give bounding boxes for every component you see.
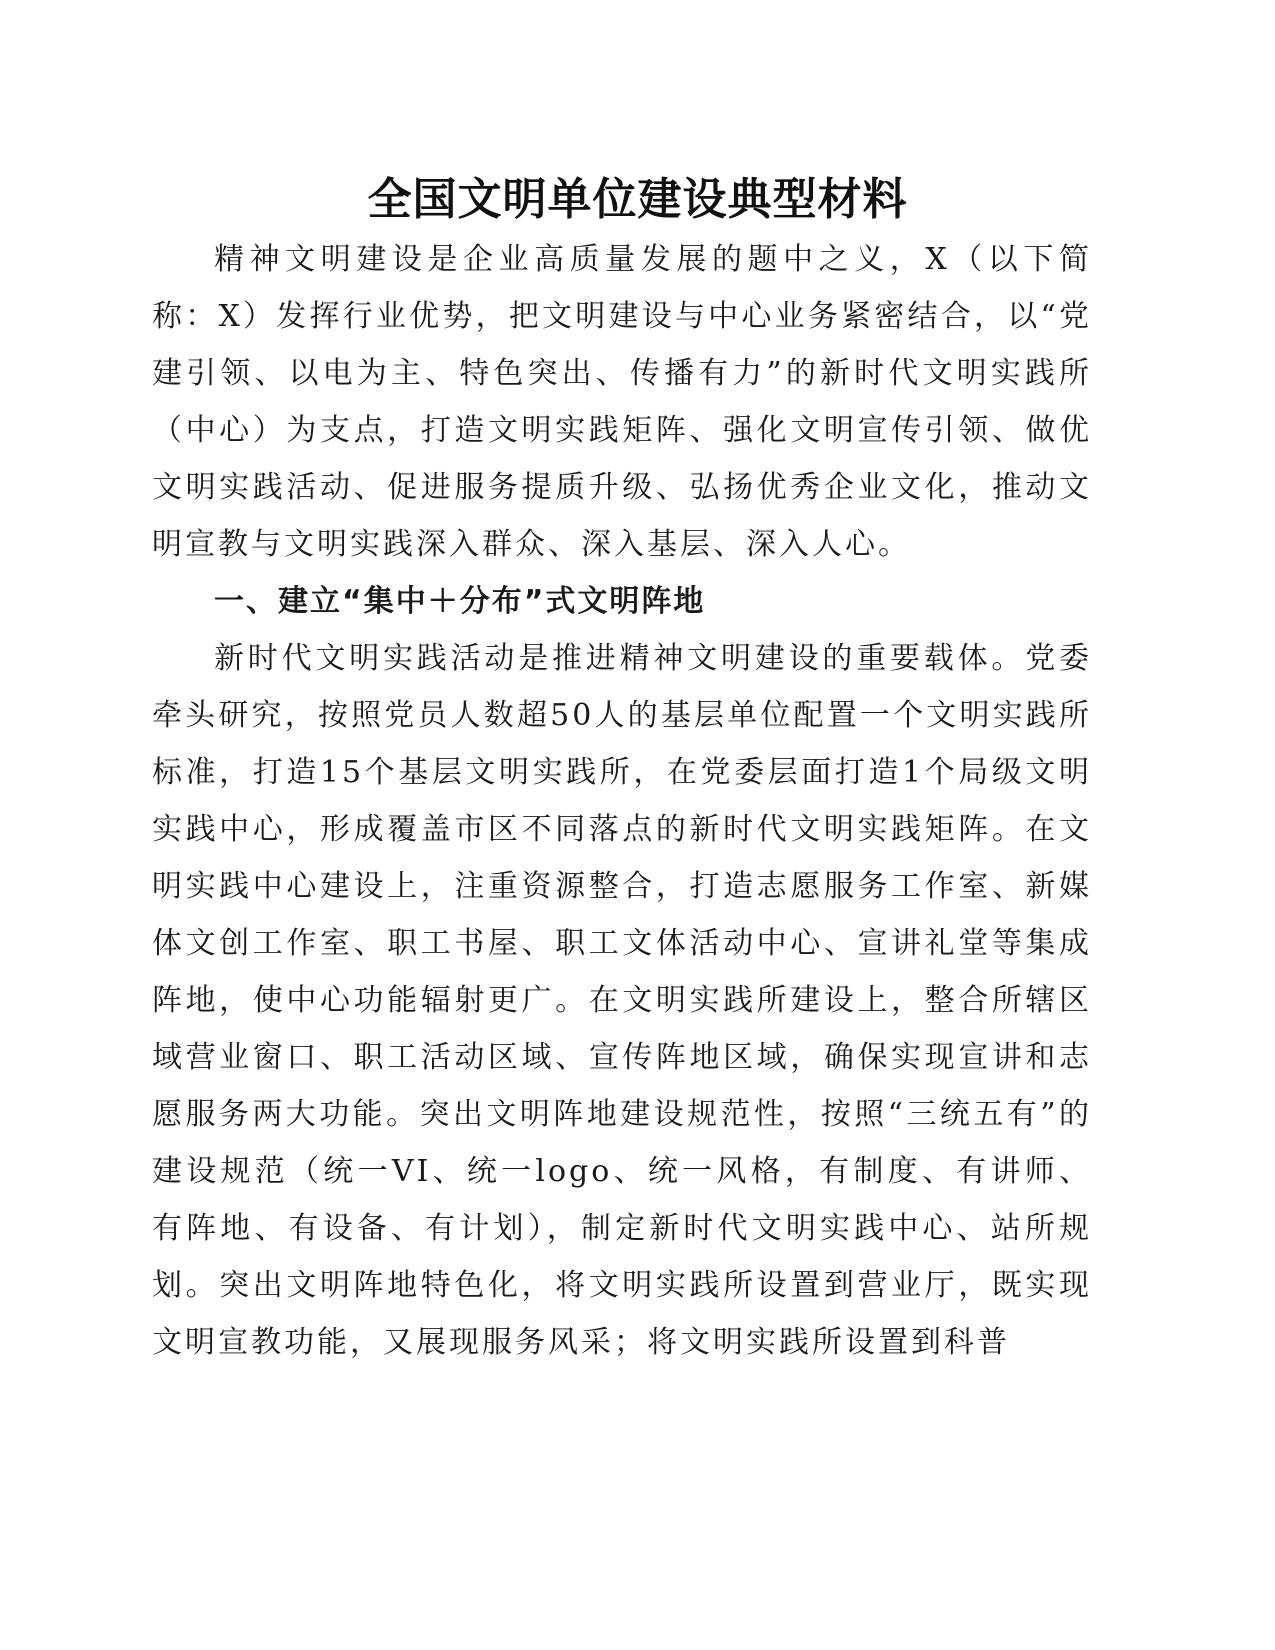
section-heading: 一、建立“集中＋分布”式文明阵地 — [214, 584, 706, 619]
document-title: 全国文明单位建设典型材料 — [367, 174, 908, 225]
section-paragraph: 新时代文明实践活动是推进精神文明建设的重要载体。党委牵头研究，按照党员人数超50人的基层单位配置一个文明实践所标准，打造15个基层文明实践所，在党委层面打造1个局级文明实践中心，形成覆盖市区不同落点的新时代文明实践矩阵。在文明实践中心建设上，注重资源整合，打造志愿服务工作室、新媒体文创工作室、职工书屋、职工文体活动中心、宣讲礼堂等集成阵地，使中心功能辐射更广。在文明实践所建设上，整合所辖区域营业窗口、职工活动区域、宣传阵地区域，确保实现宣讲和志愿服务两大功能。突出文明阵地建设规范性，按照“三统五有”的建设规范（统一VI、统一logo、统一风格，有制度、有讲师、有阵地、有设备、有计划），制定新时代文明实践中心、站所规划。突出文明阵地特色化，将文明实践所设置到营业厅，既实现文明宣教功能，又展现服务风采；将文明实践所设置到科普 — [152, 641, 1092, 1360]
document-body — [152, 231, 1092, 1371]
intro-paragraph: 精神文明建设是企业高质量发展的题中之义，X（以下简称：X）发挥行业优势，把文明建设与中心业务紧密结合，以“党建引领、以电为主、特色突出、传播有力”的新时代文明实践所（中心）为支点，打造文明实践矩阵、强化文明宣传引领、做优文明实践活动、促进服务提质升级、弘扬优秀企业文化，推动文明宣教与文明实践深入群众、深入基层、深入人心。 — [152, 242, 1092, 562]
